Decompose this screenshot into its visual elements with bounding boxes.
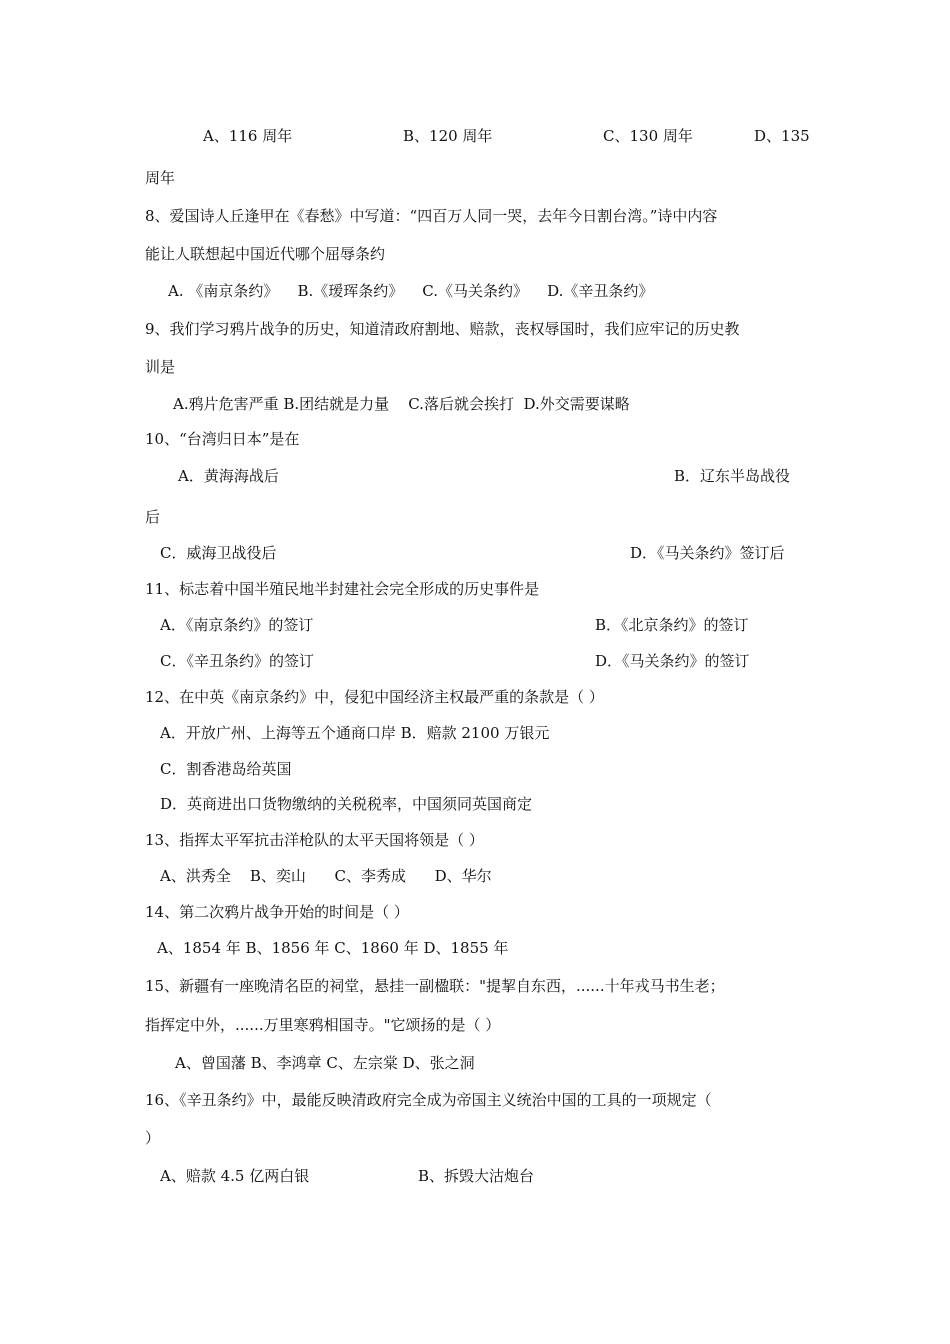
q10-stem: 10、“台湾归日本”是在: [145, 430, 300, 448]
q7-option-b: B、120 周年: [403, 127, 493, 145]
q11-option-c: C．《辛丑条约》的签订: [160, 652, 314, 670]
q10-option-a: A．黄海海战后: [178, 467, 279, 485]
q7-option-d: D、135: [754, 127, 810, 145]
q8-options: A. 《南京条约》 B.《瑷珲条约》 C.《马关条约》 D.《辛丑条约》: [168, 282, 654, 300]
q12-stem: 12、在中英《南京条约》中，侵犯中国经济主权最严重的条款是（ ）: [145, 688, 604, 706]
q11-option-a: A．《南京条约》的签订: [160, 616, 314, 634]
q14-options: A、1854 年 B、1856 年 C、1860 年 D、1855 年: [157, 939, 509, 957]
q12-option-c: C．割香港岛给英国: [160, 760, 292, 778]
q11-option-d: D．《马关条约》的签订: [595, 652, 750, 670]
q8-stem-line-1: 8、爱国诗人丘逢甲在《春愁》中写道：“四百万人同一哭，去年今日割台湾。”诗中内容: [145, 207, 718, 225]
q9-stem-line-1: 9、我们学习鸦片战争的历史，知道清政府割地、赔款，丧权辱国时，我们应牢记的历史教: [145, 320, 740, 338]
q16-option-b: B、拆毁大沽炮台: [418, 1167, 535, 1185]
q10-option-c: C．威海卫战役后: [160, 544, 277, 562]
q15-stem-line-2: 指挥定中外，......万里寒鸦相国寺。"它颂扬的是（ ）: [145, 1016, 501, 1034]
q16-stem-line-2: ）: [145, 1129, 161, 1147]
q12-option-d: D．英商进出口货物缴纳的关税税率，中国须同英国商定: [160, 795, 533, 813]
q9-options: A.鸦片危害严重 B.团结就是力量 C.落后就会挨打 D.外交需要谋略: [173, 395, 630, 413]
q9-stem-line-2: 训是: [145, 358, 176, 376]
q12-options-ab: A．开放广州、上海等五个通商口岸 B．赔款 2100 万银元: [160, 724, 550, 742]
q11-option-b: B．《北京条约》的签订: [595, 616, 749, 634]
q15-options: A、曾国藩 B、李鸿章 C、左宗棠 D、张之洞: [175, 1054, 475, 1072]
q15-stem-line-1: 15、新疆有一座晚清名臣的祠堂，悬挂一副楹联："提挈自东西，......十年戎马书生老；: [145, 977, 725, 995]
q10-option-d: D．《马关条约》签订后: [630, 544, 785, 562]
q13-stem: 13、指挥太平军抗击洋枪队的太平天国将领是（ ）: [145, 831, 484, 849]
q11-stem: 11、标志着中国半殖民地半封建社会完全形成的历史事件是: [145, 580, 540, 598]
q7-option-a: A、116 周年: [203, 127, 293, 145]
q7-option-d-continuation: 周年: [145, 169, 176, 187]
q16-stem-line-1: 16、《辛丑条约》中，最能反映清政府完全成为帝国主义统治中国的工具的一项规定（: [145, 1091, 712, 1109]
q16-option-a: A、赔款 4.5 亿两白银: [160, 1167, 310, 1185]
q10-option-b: B．辽东半岛战役: [674, 467, 791, 485]
q7-option-c: C、130 周年: [603, 127, 693, 145]
q10-option-b-continuation: 后: [145, 508, 161, 526]
q8-stem-line-2: 能让人联想起中国近代哪个屈辱条约: [145, 245, 386, 263]
q14-stem: 14、第二次鸦片战争开始的时间是（ ）: [145, 903, 409, 921]
q13-options: A、洪秀全 B、奕山 C、李秀成 D、华尔: [160, 867, 492, 885]
